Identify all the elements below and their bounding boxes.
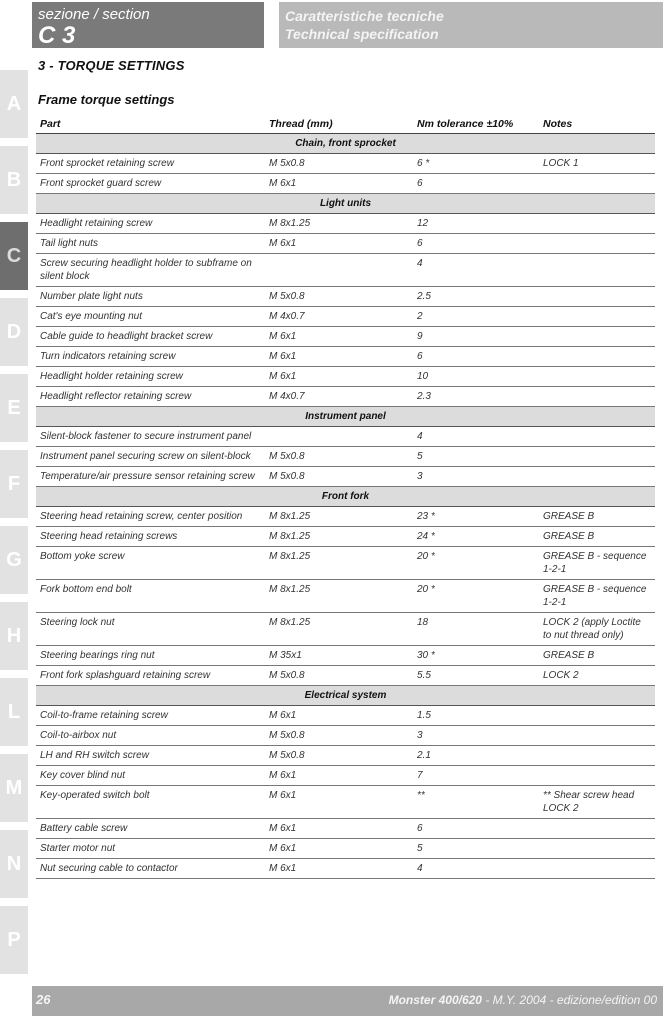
cell-torque: 1.5 [413, 706, 539, 726]
side-tab-a: A [0, 70, 28, 138]
cell-part: Battery cable screw [36, 819, 265, 839]
side-tab-e: E [0, 374, 28, 442]
cell-part: Headlight retaining screw [36, 214, 265, 234]
cell-notes: GREASE B [539, 646, 655, 666]
cell-part: Steering head retaining screw, center position [36, 507, 265, 527]
cell-notes [539, 467, 655, 487]
cell-torque: 6 [413, 819, 539, 839]
side-tab-b: B [0, 146, 28, 214]
cell-part: Key-operated switch bolt [36, 786, 265, 819]
table-row [36, 214, 655, 234]
chapter-title-en: Technical specification [285, 26, 439, 42]
section-row [36, 407, 655, 427]
cell-part: Steering head retaining screws [36, 527, 265, 547]
footer-model-name: Monster 400/620 [388, 993, 482, 1007]
cell-thread: M 6x1 [265, 327, 413, 347]
section-label: sezione / section [38, 6, 150, 23]
cell-part: Nut securing cable to contactor [36, 859, 265, 879]
section-title: Electrical system [36, 686, 655, 706]
page-subtitle: Frame torque settings [38, 92, 175, 107]
table-row [36, 766, 655, 786]
side-tab-p: P [0, 906, 28, 974]
cell-thread: M 6x1 [265, 347, 413, 367]
cell-torque: 6 [413, 174, 539, 194]
side-tab-m: M [0, 754, 28, 822]
cell-thread: M 8x1.25 [265, 547, 413, 580]
cell-part: Number plate light nuts [36, 287, 265, 307]
cell-torque: 2.1 [413, 746, 539, 766]
table-row [36, 154, 655, 174]
cell-thread: M 6x1 [265, 706, 413, 726]
cell-torque: 30 * [413, 646, 539, 666]
cell-thread: M 8x1.25 [265, 214, 413, 234]
cell-thread: M 4x0.7 [265, 387, 413, 407]
cell-notes [539, 766, 655, 786]
table-row [36, 580, 655, 613]
col-header-thread: Thread (mm) [265, 114, 413, 134]
chapter-title-it: Caratteristiche tecniche [285, 8, 444, 24]
cell-torque: 5 [413, 447, 539, 467]
table-row [36, 327, 655, 347]
cell-part: LH and RH switch screw [36, 746, 265, 766]
table-row [36, 646, 655, 666]
cell-torque: 2 [413, 307, 539, 327]
cell-torque: 4 [413, 254, 539, 287]
cell-part: Coil-to-frame retaining screw [36, 706, 265, 726]
cell-torque: 4 [413, 859, 539, 879]
cell-part: Key cover blind nut [36, 766, 265, 786]
side-tab-h: H [0, 602, 28, 670]
page-footer [32, 986, 663, 1016]
cell-torque: 12 [413, 214, 539, 234]
cell-thread: M 8x1.25 [265, 580, 413, 613]
cell-part: Cat's eye mounting nut [36, 307, 265, 327]
cell-thread: M 5x0.8 [265, 467, 413, 487]
table-row [36, 427, 655, 447]
col-header-torque: Nm tolerance ±10% [413, 114, 539, 134]
cell-thread: M 8x1.25 [265, 613, 413, 646]
cell-thread: M 5x0.8 [265, 726, 413, 746]
cell-notes [539, 174, 655, 194]
section-box [32, 2, 264, 48]
cell-notes [539, 254, 655, 287]
section-title: Chain, front sprocket [36, 134, 655, 154]
cell-torque: 2.5 [413, 287, 539, 307]
cell-notes: GREASE B - sequence 1-2-1 [539, 580, 655, 613]
cell-torque: 23 * [413, 507, 539, 527]
cell-thread: M 6x1 [265, 819, 413, 839]
table-header-row [36, 114, 655, 134]
chapter-title-box [279, 2, 663, 48]
cell-notes [539, 839, 655, 859]
cell-notes: LOCK 2 [539, 666, 655, 686]
cell-part: Silent-block fastener to secure instrument panel [36, 427, 265, 447]
section-row [36, 487, 655, 507]
page-header [0, 0, 663, 50]
cell-thread: M 5x0.8 [265, 154, 413, 174]
cell-notes [539, 367, 655, 387]
cell-notes [539, 726, 655, 746]
cell-part: Fork bottom end bolt [36, 580, 265, 613]
cell-thread: M 5x0.8 [265, 746, 413, 766]
cell-part: Headlight holder retaining screw [36, 367, 265, 387]
table-body [36, 134, 655, 879]
cell-notes: GREASE B [539, 527, 655, 547]
cell-part: Front fork splashguard retaining screw [36, 666, 265, 686]
cell-part: Instrument panel securing screw on silent-block [36, 447, 265, 467]
cell-notes [539, 746, 655, 766]
section-title: Instrument panel [36, 407, 655, 427]
cell-notes [539, 427, 655, 447]
side-tab-l: L [0, 678, 28, 746]
table-row [36, 859, 655, 879]
cell-thread: M 6x1 [265, 786, 413, 819]
cell-thread: M 6x1 [265, 367, 413, 387]
section-title: Front fork [36, 487, 655, 507]
side-tab-f: F [0, 450, 28, 518]
cell-part: Front sprocket retaining screw [36, 154, 265, 174]
cell-thread: M 5x0.8 [265, 666, 413, 686]
torque-table [36, 114, 655, 879]
col-header-part: Part [36, 114, 265, 134]
cell-torque: 18 [413, 613, 539, 646]
cell-torque: 6 * [413, 154, 539, 174]
cell-notes [539, 234, 655, 254]
cell-thread: M 5x0.8 [265, 447, 413, 467]
cell-part: Temperature/air pressure sensor retaining screw [36, 467, 265, 487]
cell-part: Screw securing headlight holder to subframe on silent block [36, 254, 265, 287]
table-row [36, 786, 655, 819]
table-row [36, 347, 655, 367]
cell-part: Bottom yoke screw [36, 547, 265, 580]
cell-torque: 20 * [413, 547, 539, 580]
table-row [36, 839, 655, 859]
table-row [36, 387, 655, 407]
cell-thread: M 35x1 [265, 646, 413, 666]
cell-torque: 3 [413, 467, 539, 487]
section-row [36, 194, 655, 214]
cell-torque: 20 * [413, 580, 539, 613]
cell-part: Turn indicators retaining screw [36, 347, 265, 367]
cell-notes [539, 819, 655, 839]
cell-notes [539, 287, 655, 307]
cell-notes [539, 387, 655, 407]
cell-torque: 6 [413, 347, 539, 367]
cell-torque: 2.3 [413, 387, 539, 407]
table-row [36, 666, 655, 686]
table-row [36, 447, 655, 467]
cell-notes [539, 859, 655, 879]
cell-notes: GREASE B [539, 507, 655, 527]
table-row [36, 234, 655, 254]
cell-notes [539, 447, 655, 467]
side-tab-c: C [0, 222, 28, 290]
cell-torque: 9 [413, 327, 539, 347]
table-row [36, 706, 655, 726]
cell-thread: M 8x1.25 [265, 527, 413, 547]
footer-model [389, 993, 657, 1007]
page-title: 3 - TORQUE SETTINGS [38, 58, 185, 73]
table-row [36, 174, 655, 194]
cell-notes [539, 307, 655, 327]
cell-part: Tail light nuts [36, 234, 265, 254]
section-row [36, 686, 655, 706]
footer-edition: - M.Y. 2004 - edizione/edition 00 [481, 993, 657, 1007]
section-code: C 3 [38, 22, 76, 49]
cell-thread: M 6x1 [265, 859, 413, 879]
cell-thread: M 6x1 [265, 839, 413, 859]
cell-torque: 4 [413, 427, 539, 447]
table-row [36, 746, 655, 766]
col-header-notes: Notes [539, 114, 655, 134]
cell-part: Steering bearings ring nut [36, 646, 265, 666]
cell-torque: 6 [413, 234, 539, 254]
cell-part: Coil-to-airbox nut [36, 726, 265, 746]
cell-part: Steering lock nut [36, 613, 265, 646]
table-row [36, 547, 655, 580]
cell-torque: 10 [413, 367, 539, 387]
side-tab-d: D [0, 298, 28, 366]
cell-torque: ** [413, 786, 539, 819]
table-row [36, 507, 655, 527]
table-row [36, 527, 655, 547]
cell-thread: M 6x1 [265, 174, 413, 194]
cell-notes [539, 214, 655, 234]
cell-thread: M 6x1 [265, 234, 413, 254]
cell-part: Front sprocket guard screw [36, 174, 265, 194]
cell-thread: M 8x1.25 [265, 507, 413, 527]
cell-thread: M 5x0.8 [265, 287, 413, 307]
cell-notes [539, 327, 655, 347]
cell-notes: LOCK 2 (apply Loctite to nut thread only) [539, 613, 655, 646]
cell-part: Starter motor nut [36, 839, 265, 859]
cell-notes: ** Shear screw head LOCK 2 [539, 786, 655, 819]
section-title: Light units [36, 194, 655, 214]
table-row [36, 726, 655, 746]
cell-torque: 5 [413, 839, 539, 859]
cell-torque: 3 [413, 726, 539, 746]
cell-notes: GREASE B - sequence 1-2-1 [539, 547, 655, 580]
cell-thread: M 6x1 [265, 766, 413, 786]
cell-notes: LOCK 1 [539, 154, 655, 174]
side-tab-g: G [0, 526, 28, 594]
cell-thread [265, 427, 413, 447]
cell-torque: 24 * [413, 527, 539, 547]
table-row [36, 287, 655, 307]
cell-notes [539, 706, 655, 726]
section-row [36, 134, 655, 154]
table-row [36, 367, 655, 387]
side-tab-n: N [0, 830, 28, 898]
cell-part: Headlight reflector retaining screw [36, 387, 265, 407]
table-row [36, 613, 655, 646]
table-row [36, 467, 655, 487]
table-row [36, 307, 655, 327]
cell-torque: 7 [413, 766, 539, 786]
cell-part: Cable guide to headlight bracket screw [36, 327, 265, 347]
table-row [36, 254, 655, 287]
table-row [36, 819, 655, 839]
cell-thread: M 4x0.7 [265, 307, 413, 327]
cell-torque: 5.5 [413, 666, 539, 686]
page-number: 26 [36, 992, 51, 1007]
cell-notes [539, 347, 655, 367]
cell-thread [265, 254, 413, 287]
